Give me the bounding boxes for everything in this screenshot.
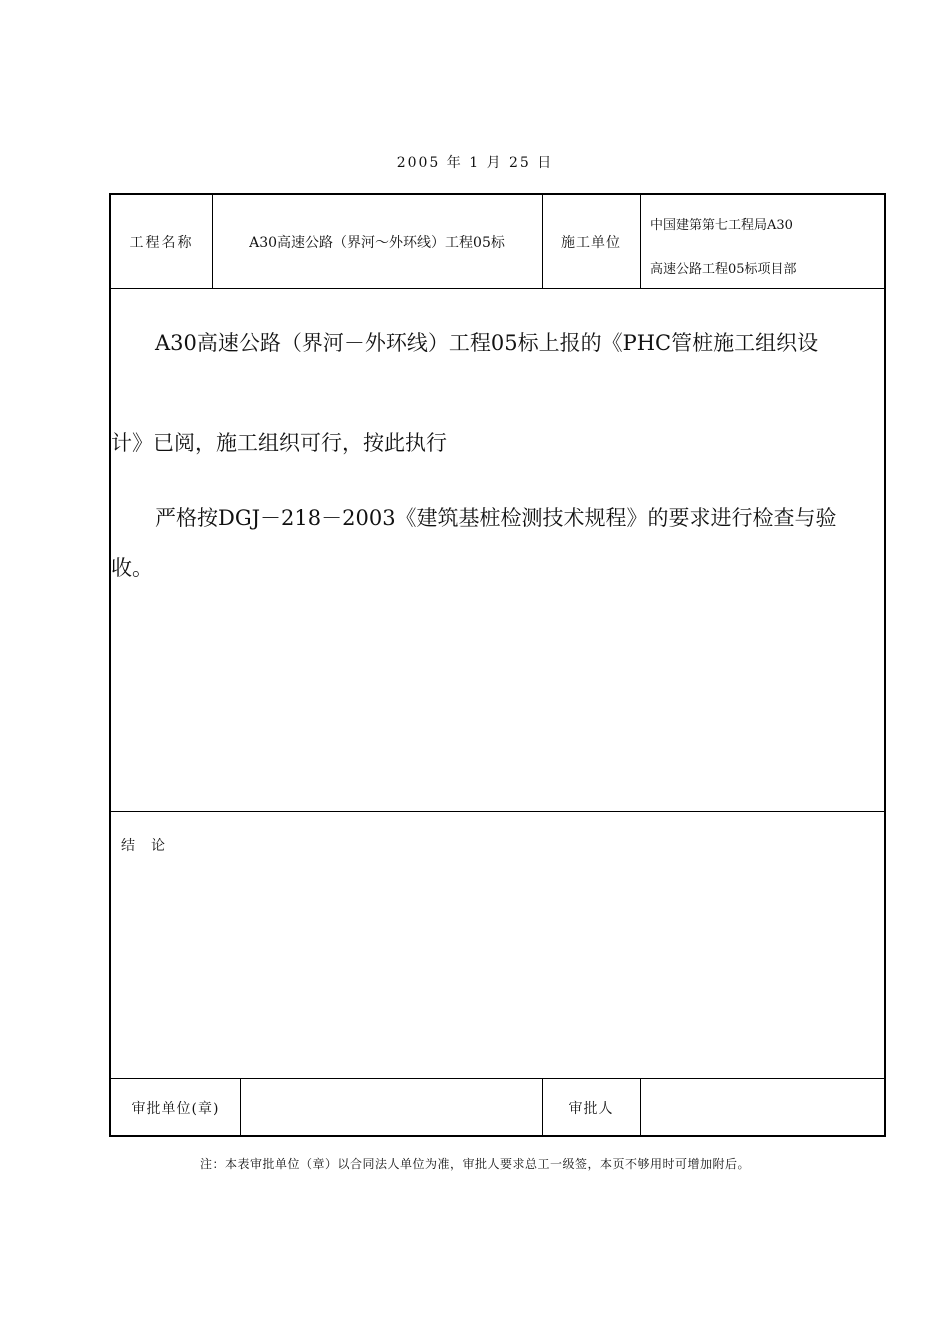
date-line: 2005 年 1 月 25 日 <box>396 155 554 171</box>
approval-unit-field[interactable] <box>240 1078 542 1137</box>
column-divider <box>640 195 641 288</box>
approver-label: 审批人 <box>568 1100 614 1117</box>
construction-unit-line2: 高速公路工程05标项目部 <box>650 262 797 277</box>
opinion-line-4: 收。 <box>111 556 153 580</box>
opinion-line-1: A30高速公路（界河－外环线）工程05标上报的《PHC管桩施工组织设 <box>155 331 819 355</box>
conclusion-label: 结 论 <box>121 838 166 854</box>
project-name-value: A30高速公路（界河～外环线）工程05标 <box>249 234 505 251</box>
approval-unit-label: 审批单位(章) <box>131 1100 220 1117</box>
approver-field[interactable] <box>640 1078 884 1137</box>
opinion-line-2: 计》已阅，施工组织可行，按此执行 <box>111 431 447 455</box>
construction-unit-line1: 中国建第第七工程局A30 <box>650 218 793 233</box>
footer-note: 注：本表审批单位（章）以合同法人单位为准，审批人要求总工一级签，本页不够用时可增加附后。 <box>199 1157 750 1171</box>
construction-unit-label: 施工单位 <box>561 234 621 251</box>
approval-form <box>109 193 886 1137</box>
construction-unit-value <box>650 204 797 292</box>
opinion-line-3: 严格按DGJ－218－2003《建筑基桩检测技术规程》的要求进行检查与验 <box>155 506 837 530</box>
row-divider <box>111 811 884 812</box>
project-name-label: 工程名称 <box>129 234 194 251</box>
